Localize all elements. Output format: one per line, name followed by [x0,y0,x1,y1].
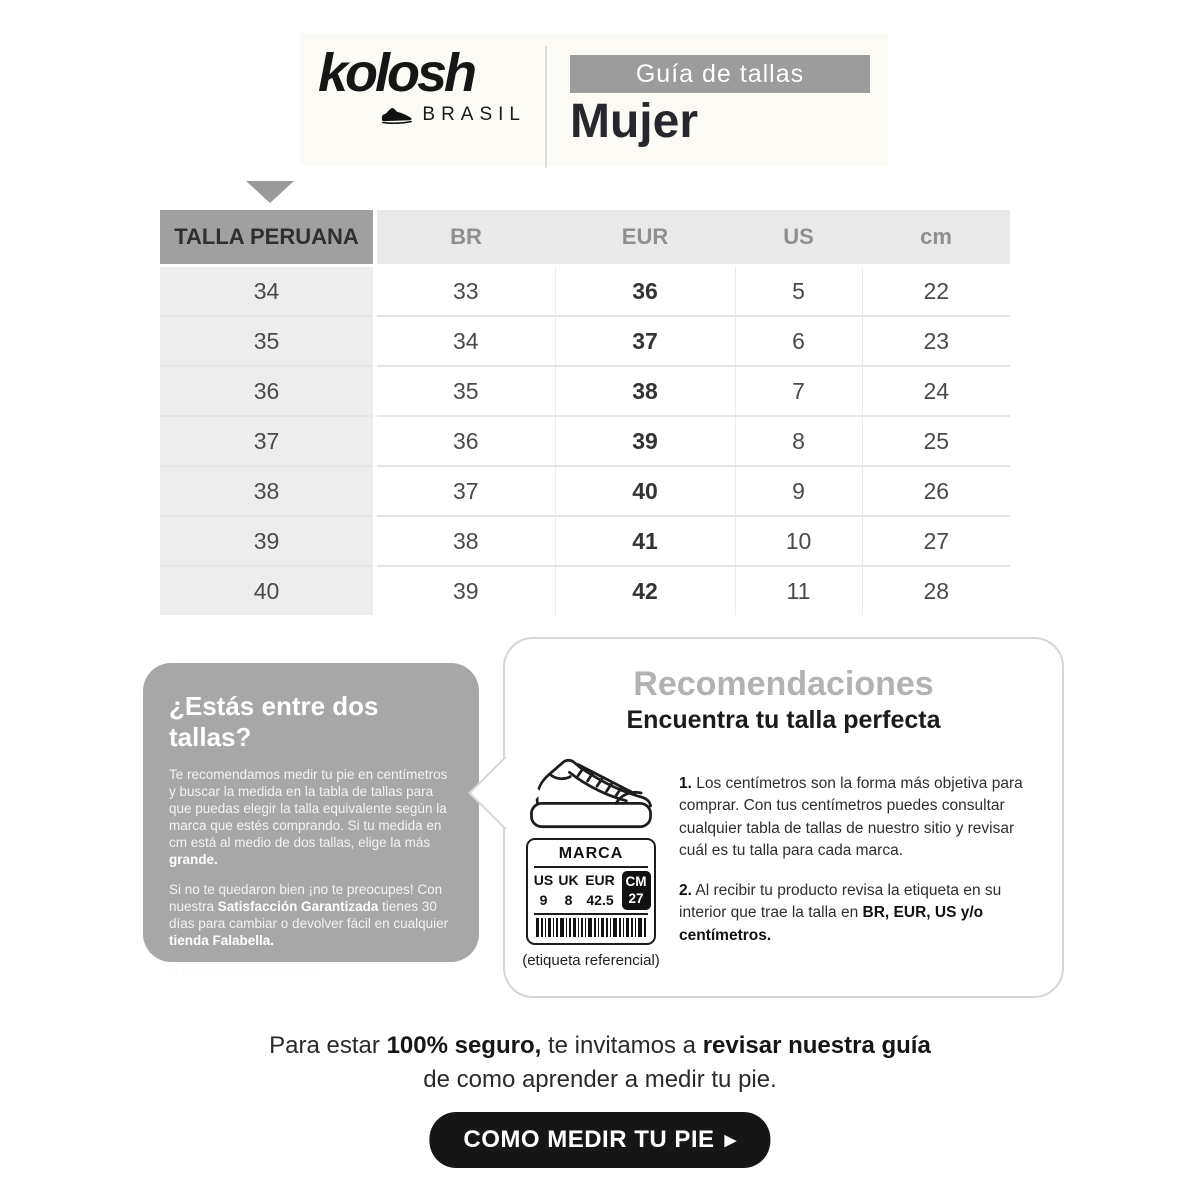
size-label-illustration [526,838,656,945]
cell-us: 9 [735,466,862,516]
label-col-us: US [533,872,554,889]
between-sizes-bubble [143,663,479,981]
cell-peru: 34 [160,266,375,317]
cell-eur: 36 [555,266,735,317]
label-col-eur: EUR [585,872,615,889]
recommendations-content [505,739,1062,969]
bubble-p2-bold-1: Satisfacción Garantizada [217,899,379,914]
cell-br: 33 [375,266,555,317]
cell-cm: 23 [862,316,1010,366]
brand-region-row [318,104,528,126]
sneaker-silhouette-icon [381,107,413,124]
cell-br: 34 [375,316,555,366]
point-2-bold: BR, EUR, US y/o centímetros. [679,904,984,944]
cell-us: 11 [735,566,862,615]
bubble-p2-text-1: Si no te quedaron bien ¡no te preocupes! Con nuestra [169,882,443,914]
label-size-grid [533,871,649,910]
point-1-text: Los centímetros son la forma más objetiva para comprar. Con tus centímetros puedes consultar cualquier tabla de tallas de nuestro sitio y revisar cuál es tu talla para cada marca. [679,774,1023,860]
label-val-us: 9 [539,891,548,908]
cell-cm: 26 [862,466,1010,516]
table-row [160,416,1010,466]
column-pointer-icon [246,181,294,203]
label-divider [534,866,648,868]
cell-cm: 27 [862,516,1010,566]
recommendations-subtitle: Encuentra tu talla perfecta [626,705,941,734]
bubble-p1-text: Te recomendamos medir tu pie en centímetros y buscar la medida en la tabla de tallas para que puedas elegir la talla equivalente según la marca que estés comprando. Si tu medida en cm está al medio de dos tallas, elige la más [169,767,448,850]
size-guide-banner: Guía de tallas [570,55,870,93]
point-1-number: 1. [679,774,692,792]
header-talla-peruana: TALLA PERUANA [160,210,375,266]
recommendations-box [503,637,1064,998]
bubble-note: *Desde el 16.08.2022 [169,964,316,981]
cell-peru: 35 [160,316,375,366]
cell-us: 10 [735,516,862,566]
bubble-paragraph-2 [169,881,457,949]
cell-peru: 38 [160,466,375,516]
label-cm-value: 27 [628,891,644,907]
footer-text-1: Para estar [269,1032,387,1059]
bubble-p1-bold: grande. [169,852,218,867]
footer-bold-1: 100% seguro, [386,1032,542,1059]
barcode-icon [536,918,646,937]
cell-cm: 28 [862,566,1010,615]
point-2-text: Al recibir tu producto revisa la etiqueta en su interior que trae la talla en [679,881,1002,922]
footer-bold-2: revisar nuestra guía [702,1032,931,1059]
cell-peru: 39 [160,516,375,566]
cell-cm: 24 [862,366,1010,416]
cell-eur: 40 [555,466,735,516]
label-val-uk: 8 [564,891,573,908]
right-arrow-icon: ▶ [724,1131,737,1149]
recommendations-title: Recomendaciones [633,665,934,703]
header-br: BR [375,210,555,266]
how-to-measure-button[interactable] [429,1112,770,1168]
label-cm-header: CM [625,873,647,889]
sneaker-outline-icon [524,749,658,831]
recommendations-text-column [667,739,1038,969]
brand-logo [318,43,528,126]
cell-br: 35 [375,366,555,416]
cell-peru: 36 [160,366,375,416]
header-us: US [735,210,862,266]
bubble-p2-text-2: tienes 30 días para cambiar o devolver fácil en cualquier [169,899,449,931]
table-row [160,366,1010,416]
size-table [160,210,1010,615]
cell-us: 5 [735,266,862,317]
cell-cm: 22 [862,266,1010,317]
header-divider [545,46,547,168]
recommendation-point-1 [679,773,1038,863]
cell-us: 7 [735,366,862,416]
label-brand: MARCA [558,844,624,862]
label-val-eur: 42.5 [586,891,614,908]
footer-text-2: te invitamos a [541,1032,703,1059]
label-divider [534,913,648,915]
point-2-number: 2. [679,881,692,899]
cell-eur: 41 [555,516,735,566]
table-row [160,466,1010,516]
table-row [160,516,1010,566]
cell-cm: 25 [862,416,1010,466]
label-caption: (etiqueta referencial) [522,951,660,969]
cell-eur: 38 [555,366,735,416]
brand-region-label: BRASIL [422,104,526,125]
recommendation-point-2 [679,880,1038,947]
table-row [160,266,1010,317]
bubble-title: ¿Estás entre dos tallas? [169,691,379,752]
bubble-paragraph-1 [169,766,457,868]
page-title: Mujer [570,95,699,148]
cell-us: 8 [735,416,862,466]
header-eur: EUR [555,210,735,266]
cell-us: 6 [735,316,862,366]
cell-br: 39 [375,566,555,615]
cell-br: 38 [375,516,555,566]
label-col-uk: UK [558,872,579,889]
how-to-measure-label: COMO MEDIR TU PIE [463,1126,715,1153]
cell-peru: 40 [160,566,375,615]
table-row [160,316,1010,366]
label-cm-box [622,871,651,910]
table-header-row [160,210,1010,266]
cell-eur: 39 [555,416,735,466]
cell-br: 36 [375,416,555,466]
cell-eur: 37 [555,316,735,366]
footer-line-2: de como aprender a medir tu pie. [423,1066,777,1093]
brand-wordmark: kolosh [318,43,475,103]
cell-br: 37 [375,466,555,516]
bubble-p2-bold-2: tienda Falabella. [169,933,275,948]
cell-peru: 37 [160,416,375,466]
cell-eur: 42 [555,566,735,615]
table-row [160,566,1010,615]
header-cm: cm [862,210,1010,266]
footer-line-1 [0,1032,1200,1060]
shoe-label-column [515,739,667,969]
